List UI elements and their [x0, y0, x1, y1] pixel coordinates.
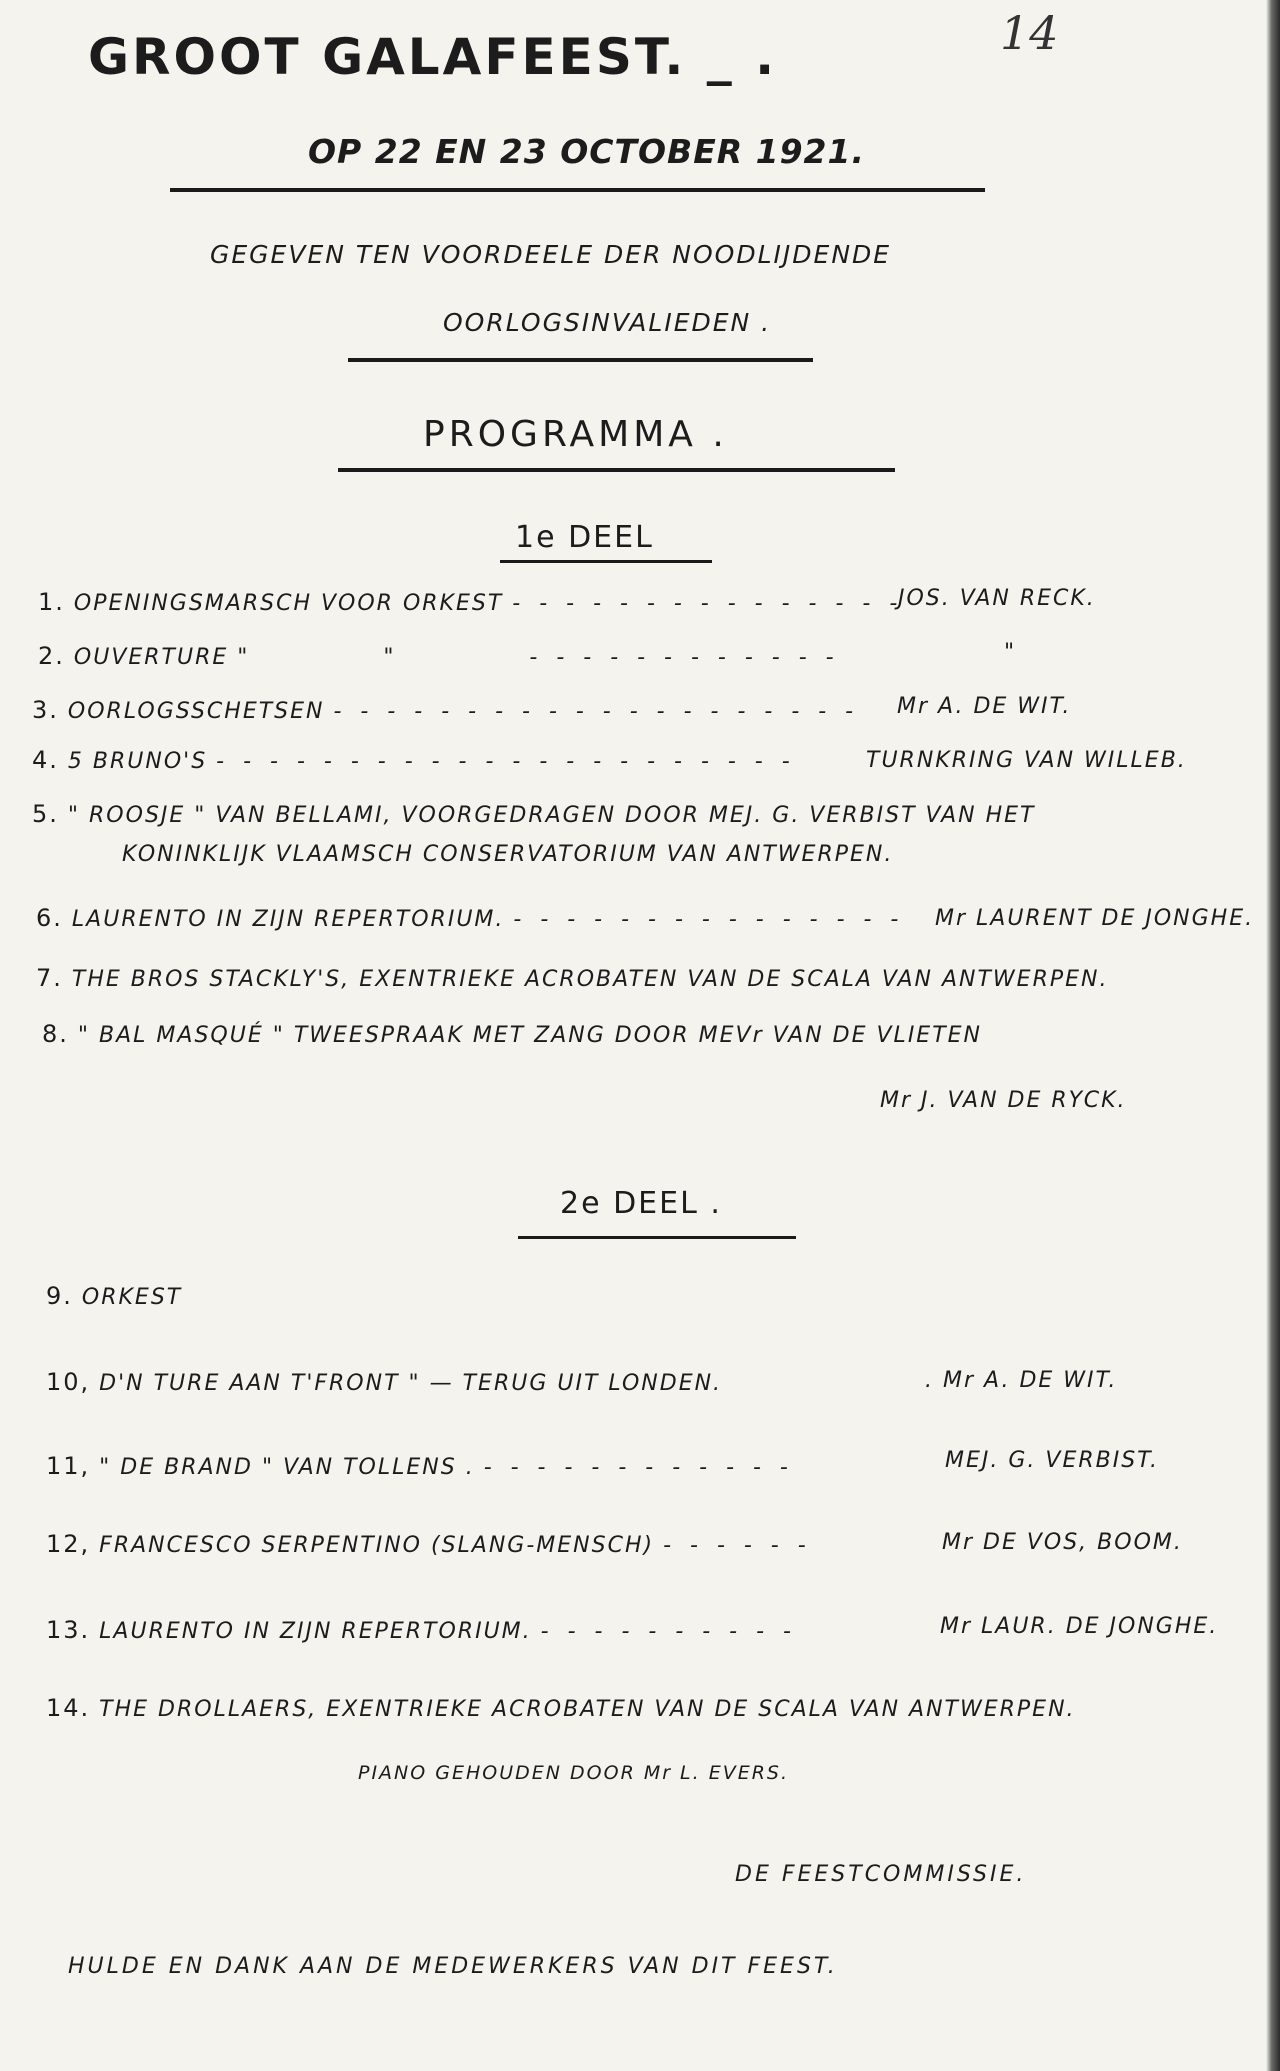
- performer: Mr LAURENT DE JONGHE.: [935, 906, 1255, 931]
- performer: ": [1004, 640, 1017, 665]
- divider-rule: [518, 1236, 796, 1239]
- program-item: 7. THE BROS STACKLY'S, EXENTRIEKE ACROBATEN VAN DE SCALA VAN ANTWERPEN.: [36, 964, 1109, 992]
- performer: JOS. VAN RECK.: [898, 586, 1096, 611]
- subtitle-line-1: GEGEVEN TEN VOORDEELE DER NOODLIJDENDE: [210, 240, 892, 269]
- event-date: OP 22 EN 23 OCTOBER 1921.: [308, 132, 866, 171]
- page-edge-shadow: [1266, 0, 1280, 2071]
- program-item: 9. ORKEST: [46, 1282, 183, 1310]
- program-item: 11, " DE BRAND " VAN TOLLENS . - - - - - - - - - - - -: [46, 1452, 794, 1480]
- program-item: 8. " BAL MASQUÉ " TWEESPRAAK MET ZANG DOOR MEVr VAN DE VLIETEN: [42, 1020, 982, 1048]
- committee-signature: DE FEESTCOMMISSIE.: [735, 1862, 1027, 1887]
- program-item: 12, FRANCESCO SERPENTINO (SLANG-MENSCH) - - - - - -: [46, 1530, 812, 1558]
- program-item: 6. LAURENTO IN ZIJN REPERTORIUM. - - - - - - - - - - - - - - -: [36, 904, 905, 932]
- divider-rule: [170, 188, 985, 192]
- closing-thanks: HULDE EN DANK AAN DE MEDEWERKERS VAN DIT FEEST.: [68, 1954, 838, 1979]
- divider-rule: [500, 560, 712, 563]
- program-item: 13. LAURENTO IN ZIJN REPERTORIUM. - - - - - - - - - -: [46, 1616, 797, 1644]
- performer: TURNKRING VAN WILLEB.: [866, 748, 1187, 773]
- document-title: GROOT GALAFEEST. _ .: [88, 28, 778, 86]
- piano-note: PIANO GEHOUDEN DOOR Mr L. EVERS.: [358, 1762, 790, 1784]
- subtitle-line-2: OORLOGSINVALIEDEN .: [443, 308, 772, 337]
- performer: MEJ. G. VERBIST.: [945, 1448, 1159, 1473]
- performer: Mr J. VAN DE RYCK.: [880, 1088, 1127, 1113]
- program-item: 4. 5 BRUNO'S - - - - - - - - - - - - - - - - - - - - - -: [32, 746, 796, 774]
- program-heading: PROGRAMMA .: [423, 414, 728, 455]
- program-item: 5. " ROOSJE " VAN BELLAMI, VOORGEDRAGEN DOOR MEJ. G. VERBIST VAN HET: [32, 800, 1036, 828]
- performer: Mr DE VOS, BOOM.: [942, 1530, 1183, 1555]
- program-item: 1. OPENINGSMARSCH VOOR ORKEST - - - - - - - - - - - - - - -: [38, 588, 904, 616]
- performer: Mr LAUR. DE JONGHE.: [940, 1614, 1219, 1639]
- divider-rule: [348, 358, 813, 362]
- program-item: 2. OUVERTURE " " - - - - - - - - - - - -: [38, 642, 840, 670]
- program-item: 14. THE DROLLAERS, EXENTRIEKE ACROBATEN VAN DE SCALA VAN ANTWERPEN.: [46, 1694, 1076, 1722]
- part-2-heading: 2e DEEL .: [560, 1186, 722, 1221]
- program-item: 3. OORLOGSSCHETSEN - - - - - - - - - - - - - - - - - - - -: [32, 696, 860, 724]
- program-item: 10, D'N TURE AAN T'FRONT " — TERUG UIT LONDEN.: [46, 1368, 723, 1396]
- performer: . Mr A. DE WIT.: [925, 1368, 1118, 1393]
- part-1-heading: 1e DEEL: [515, 520, 654, 555]
- divider-rule: [338, 468, 895, 472]
- folio-number: 14: [1000, 6, 1059, 60]
- performer: Mr A. DE WIT.: [897, 694, 1072, 719]
- program-item-continued: KONINKLIJK VLAAMSCH CONSERVATORIUM VAN ANTWERPEN.: [122, 842, 894, 867]
